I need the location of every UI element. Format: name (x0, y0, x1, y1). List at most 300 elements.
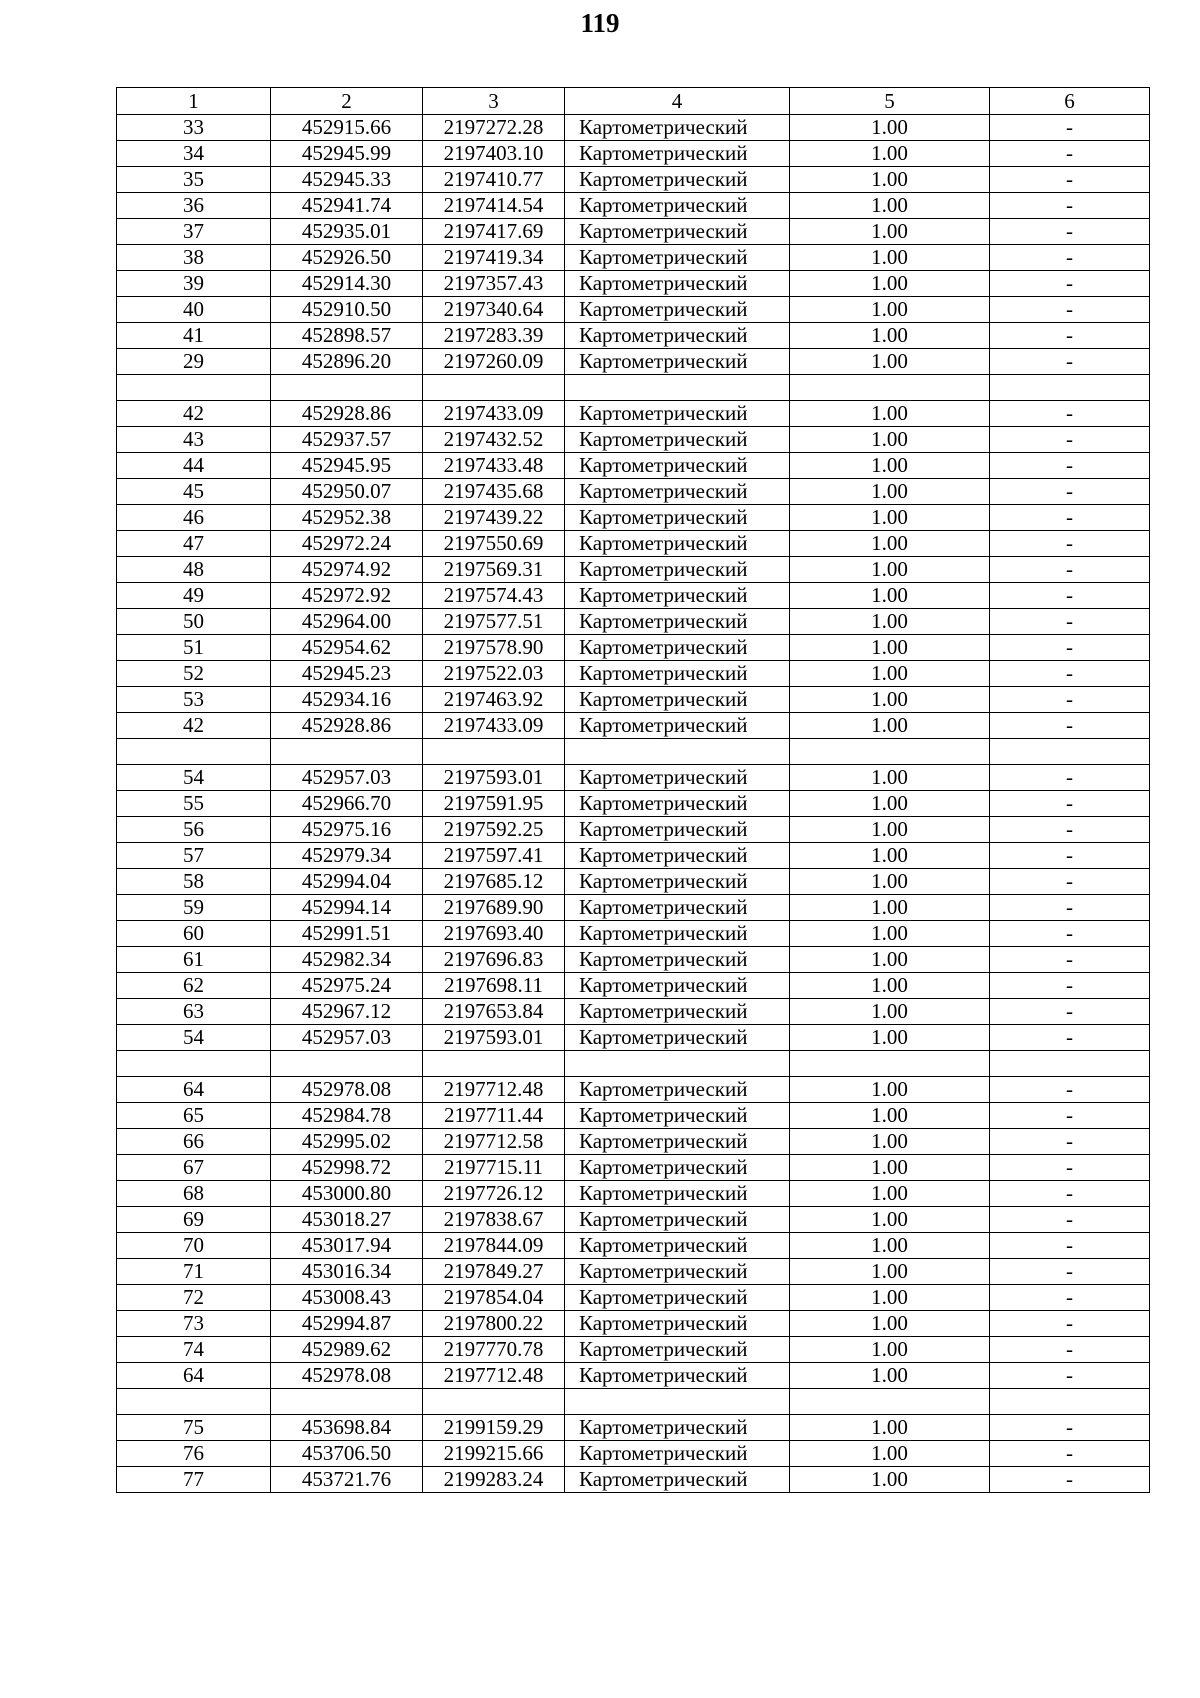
y-coordinate-cell: 2197712.58 (423, 1129, 565, 1155)
accuracy-cell: 1.00 (790, 921, 990, 947)
point-number-cell: 49 (117, 583, 271, 609)
accuracy-cell: 1.00 (790, 973, 990, 999)
accuracy-cell: 1.00 (790, 1285, 990, 1311)
y-coordinate-cell: 2197854.04 (423, 1285, 565, 1311)
point-number-cell: 58 (117, 869, 271, 895)
separator-row (117, 1389, 1150, 1415)
table-row (117, 1025, 1150, 1051)
accuracy-cell: 1.00 (790, 817, 990, 843)
note-cell: - (990, 765, 1150, 791)
note-cell: - (990, 219, 1150, 245)
x-coordinate-cell: 452998.72 (271, 1155, 423, 1181)
note-cell: - (990, 349, 1150, 375)
point-number-cell: 59 (117, 895, 271, 921)
method-cell: Картометрический (565, 531, 790, 557)
accuracy-cell: 1.00 (790, 1129, 990, 1155)
y-coordinate-cell: 2197689.90 (423, 895, 565, 921)
y-coordinate-cell: 2197550.69 (423, 531, 565, 557)
table-row (117, 427, 1150, 453)
table-row (117, 687, 1150, 713)
x-coordinate-cell: 452984.78 (271, 1103, 423, 1129)
table-row (117, 1181, 1150, 1207)
x-coordinate-cell: 452954.62 (271, 635, 423, 661)
accuracy-cell: 1.00 (790, 1181, 990, 1207)
x-coordinate-cell: 452982.34 (271, 947, 423, 973)
note-cell: - (990, 531, 1150, 557)
x-coordinate-cell (271, 375, 423, 401)
note-cell: - (990, 661, 1150, 687)
y-coordinate-cell: 2197414.54 (423, 193, 565, 219)
y-coordinate-cell: 2197715.11 (423, 1155, 565, 1181)
note-cell: - (990, 1233, 1150, 1259)
table-row (117, 635, 1150, 661)
x-coordinate-cell: 452952.38 (271, 505, 423, 531)
method-cell: Картометрический (565, 791, 790, 817)
y-coordinate-cell: 2197593.01 (423, 765, 565, 791)
point-number-cell: 39 (117, 271, 271, 297)
y-coordinate-cell: 2197433.48 (423, 453, 565, 479)
note-cell (990, 1389, 1150, 1415)
point-number-cell: 65 (117, 1103, 271, 1129)
x-coordinate-cell: 452972.92 (271, 583, 423, 609)
note-cell: - (990, 1415, 1150, 1441)
note-cell: - (990, 297, 1150, 323)
accuracy-cell: 1.00 (790, 583, 990, 609)
y-coordinate-cell: 2197597.41 (423, 843, 565, 869)
table-row (117, 791, 1150, 817)
note-cell: - (990, 687, 1150, 713)
point-number-cell: 50 (117, 609, 271, 635)
note-cell: - (990, 323, 1150, 349)
x-coordinate-cell: 452898.57 (271, 323, 423, 349)
x-coordinate-cell: 452978.08 (271, 1077, 423, 1103)
point-number-cell: 46 (117, 505, 271, 531)
method-cell: Картометрический (565, 1311, 790, 1337)
y-coordinate-cell: 2197577.51 (423, 609, 565, 635)
point-number-cell: 48 (117, 557, 271, 583)
x-coordinate-cell: 453018.27 (271, 1207, 423, 1233)
method-cell: Картометрический (565, 635, 790, 661)
point-number-cell: 36 (117, 193, 271, 219)
y-coordinate-cell: 2197410.77 (423, 167, 565, 193)
point-number-cell: 29 (117, 349, 271, 375)
table-row (117, 193, 1150, 219)
method-cell (565, 1051, 790, 1077)
point-number-cell (117, 1389, 271, 1415)
point-number-cell: 73 (117, 1311, 271, 1337)
note-cell: - (990, 1363, 1150, 1389)
method-cell: Картометрический (565, 713, 790, 739)
x-coordinate-cell: 453721.76 (271, 1467, 423, 1493)
y-coordinate-cell: 2199159.29 (423, 1415, 565, 1441)
point-number-cell: 42 (117, 401, 271, 427)
accuracy-cell: 1.00 (790, 427, 990, 453)
note-cell (990, 1051, 1150, 1077)
table-row (117, 1415, 1150, 1441)
note-cell (990, 375, 1150, 401)
x-coordinate-cell: 452945.95 (271, 453, 423, 479)
y-coordinate-cell (423, 1051, 565, 1077)
accuracy-cell: 1.00 (790, 479, 990, 505)
point-number-cell: 45 (117, 479, 271, 505)
note-cell: - (990, 895, 1150, 921)
x-coordinate-cell: 452945.23 (271, 661, 423, 687)
accuracy-cell: 1.00 (790, 895, 990, 921)
method-cell: Картометрический (565, 921, 790, 947)
point-number-cell (117, 739, 271, 765)
method-cell: Картометрический (565, 583, 790, 609)
table-row (117, 557, 1150, 583)
y-coordinate-cell: 2197357.43 (423, 271, 565, 297)
accuracy-cell: 1.00 (790, 349, 990, 375)
method-cell: Картометрический (565, 1155, 790, 1181)
note-cell: - (990, 791, 1150, 817)
point-number-cell: 69 (117, 1207, 271, 1233)
x-coordinate-cell: 452915.66 (271, 115, 423, 141)
accuracy-cell: 1.00 (790, 141, 990, 167)
note-cell: - (990, 1285, 1150, 1311)
y-coordinate-cell: 2197432.52 (423, 427, 565, 453)
header-cell: 6 (990, 88, 1150, 115)
table-row (117, 1467, 1150, 1493)
table-row (117, 921, 1150, 947)
point-number-cell: 67 (117, 1155, 271, 1181)
method-cell: Картометрический (565, 1103, 790, 1129)
y-coordinate-cell: 2197463.92 (423, 687, 565, 713)
x-coordinate-cell: 452928.86 (271, 401, 423, 427)
note-cell: - (990, 713, 1150, 739)
x-coordinate-cell: 452994.14 (271, 895, 423, 921)
accuracy-cell: 1.00 (790, 1441, 990, 1467)
note-cell: - (990, 1207, 1150, 1233)
method-cell: Картометрический (565, 505, 790, 531)
x-coordinate-cell: 452975.16 (271, 817, 423, 843)
method-cell: Картометрический (565, 1337, 790, 1363)
x-coordinate-cell: 452910.50 (271, 297, 423, 323)
point-number-cell: 66 (117, 1129, 271, 1155)
point-number-cell: 68 (117, 1181, 271, 1207)
point-number-cell: 54 (117, 765, 271, 791)
table-row (117, 219, 1150, 245)
accuracy-cell: 1.00 (790, 245, 990, 271)
x-coordinate-cell: 452928.86 (271, 713, 423, 739)
method-cell: Картометрический (565, 219, 790, 245)
table-row (117, 141, 1150, 167)
note-cell (990, 739, 1150, 765)
x-coordinate-cell: 453706.50 (271, 1441, 423, 1467)
y-coordinate-cell: 2197712.48 (423, 1077, 565, 1103)
note-cell: - (990, 1103, 1150, 1129)
note-cell: - (990, 1441, 1150, 1467)
method-cell: Картометрический (565, 193, 790, 219)
header-cell: 1 (117, 88, 271, 115)
accuracy-cell: 1.00 (790, 167, 990, 193)
y-coordinate-cell: 2197419.34 (423, 245, 565, 271)
y-coordinate-cell: 2197838.67 (423, 1207, 565, 1233)
note-cell: - (990, 999, 1150, 1025)
method-cell: Картометрический (565, 765, 790, 791)
accuracy-cell: 1.00 (790, 297, 990, 323)
x-coordinate-cell: 452964.00 (271, 609, 423, 635)
y-coordinate-cell: 2197770.78 (423, 1337, 565, 1363)
method-cell: Картометрический (565, 401, 790, 427)
x-coordinate-cell: 453000.80 (271, 1181, 423, 1207)
accuracy-cell: 1.00 (790, 219, 990, 245)
note-cell: - (990, 973, 1150, 999)
accuracy-cell: 1.00 (790, 843, 990, 869)
method-cell: Картометрический (565, 609, 790, 635)
table-body (117, 88, 1150, 1493)
x-coordinate-cell: 452941.74 (271, 193, 423, 219)
method-cell: Картометрический (565, 973, 790, 999)
point-number-cell: 64 (117, 1077, 271, 1103)
accuracy-cell: 1.00 (790, 1025, 990, 1051)
y-coordinate-cell: 2197578.90 (423, 635, 565, 661)
point-number-cell: 33 (117, 115, 271, 141)
y-coordinate-cell: 2197272.28 (423, 115, 565, 141)
accuracy-cell: 1.00 (790, 1337, 990, 1363)
note-cell: - (990, 1259, 1150, 1285)
accuracy-cell: 1.00 (790, 323, 990, 349)
x-coordinate-cell: 453017.94 (271, 1233, 423, 1259)
method-cell: Картометрический (565, 1207, 790, 1233)
accuracy-cell: 1.00 (790, 531, 990, 557)
point-number-cell: 51 (117, 635, 271, 661)
y-coordinate-cell: 2197593.01 (423, 1025, 565, 1051)
note-cell: - (990, 167, 1150, 193)
table-header-row (117, 88, 1150, 115)
accuracy-cell (790, 1051, 990, 1077)
x-coordinate-cell: 452995.02 (271, 1129, 423, 1155)
table-row (117, 349, 1150, 375)
x-coordinate-cell: 452957.03 (271, 1025, 423, 1051)
note-cell: - (990, 401, 1150, 427)
method-cell: Картометрический (565, 349, 790, 375)
method-cell: Картометрический (565, 479, 790, 505)
header-cell: 5 (790, 88, 990, 115)
point-number-cell: 38 (117, 245, 271, 271)
accuracy-cell: 1.00 (790, 1467, 990, 1493)
accuracy-cell: 1.00 (790, 635, 990, 661)
y-coordinate-cell: 2197433.09 (423, 401, 565, 427)
note-cell: - (990, 635, 1150, 661)
accuracy-cell: 1.00 (790, 193, 990, 219)
x-coordinate-cell: 452966.70 (271, 791, 423, 817)
method-cell: Картометрический (565, 1025, 790, 1051)
note-cell: - (990, 193, 1150, 219)
method-cell: Картометрический (565, 687, 790, 713)
method-cell (565, 739, 790, 765)
x-coordinate-cell: 452972.24 (271, 531, 423, 557)
note-cell: - (990, 869, 1150, 895)
note-cell: - (990, 583, 1150, 609)
table-row (117, 323, 1150, 349)
separator-row (117, 739, 1150, 765)
y-coordinate-cell: 2197417.69 (423, 219, 565, 245)
accuracy-cell: 1.00 (790, 1259, 990, 1285)
accuracy-cell: 1.00 (790, 271, 990, 297)
method-cell (565, 1389, 790, 1415)
method-cell: Картометрический (565, 167, 790, 193)
note-cell: - (990, 115, 1150, 141)
header-cell: 2 (271, 88, 423, 115)
accuracy-cell: 1.00 (790, 1077, 990, 1103)
y-coordinate-cell: 2197800.22 (423, 1311, 565, 1337)
method-cell: Картометрический (565, 115, 790, 141)
table-row (117, 1077, 1150, 1103)
note-cell: - (990, 1025, 1150, 1051)
accuracy-cell: 1.00 (790, 609, 990, 635)
accuracy-cell: 1.00 (790, 713, 990, 739)
y-coordinate-cell: 2197693.40 (423, 921, 565, 947)
table-row (117, 609, 1150, 635)
table-row (117, 973, 1150, 999)
note-cell: - (990, 1077, 1150, 1103)
note-cell: - (990, 1311, 1150, 1337)
y-coordinate-cell (423, 739, 565, 765)
y-coordinate-cell: 2197435.68 (423, 479, 565, 505)
method-cell: Картометрический (565, 271, 790, 297)
x-coordinate-cell: 452945.33 (271, 167, 423, 193)
accuracy-cell: 1.00 (790, 765, 990, 791)
x-coordinate-cell: 452975.24 (271, 973, 423, 999)
y-coordinate-cell: 2197849.27 (423, 1259, 565, 1285)
method-cell: Картометрический (565, 557, 790, 583)
point-number-cell: 74 (117, 1337, 271, 1363)
method-cell: Картометрический (565, 1441, 790, 1467)
table-row (117, 271, 1150, 297)
point-number-cell: 42 (117, 713, 271, 739)
point-number-cell (117, 375, 271, 401)
x-coordinate-cell (271, 1389, 423, 1415)
accuracy-cell: 1.00 (790, 453, 990, 479)
table-row (117, 999, 1150, 1025)
table-row (117, 895, 1150, 921)
x-coordinate-cell: 452937.57 (271, 427, 423, 453)
point-number-cell: 70 (117, 1233, 271, 1259)
method-cell: Картометрический (565, 453, 790, 479)
point-number-cell: 53 (117, 687, 271, 713)
note-cell: - (990, 817, 1150, 843)
method-cell: Картометрический (565, 1129, 790, 1155)
y-coordinate-cell: 2197592.25 (423, 817, 565, 843)
header-cell: 4 (565, 88, 790, 115)
x-coordinate-cell: 453008.43 (271, 1285, 423, 1311)
y-coordinate-cell: 2197712.48 (423, 1363, 565, 1389)
point-number-cell: 43 (117, 427, 271, 453)
header-cell: 3 (423, 88, 565, 115)
table-row (117, 245, 1150, 271)
point-number-cell: 75 (117, 1415, 271, 1441)
method-cell: Картометрический (565, 297, 790, 323)
note-cell: - (990, 947, 1150, 973)
point-number-cell: 41 (117, 323, 271, 349)
x-coordinate-cell: 452978.08 (271, 1363, 423, 1389)
accuracy-cell: 1.00 (790, 947, 990, 973)
y-coordinate-cell: 2197522.03 (423, 661, 565, 687)
y-coordinate-cell: 2197340.64 (423, 297, 565, 323)
method-cell: Картометрический (565, 661, 790, 687)
note-cell: - (990, 1155, 1150, 1181)
x-coordinate-cell: 453016.34 (271, 1259, 423, 1285)
table-row (117, 947, 1150, 973)
accuracy-cell: 1.00 (790, 1311, 990, 1337)
point-number-cell: 77 (117, 1467, 271, 1493)
accuracy-cell: 1.00 (790, 557, 990, 583)
table-row (117, 1311, 1150, 1337)
point-number-cell: 60 (117, 921, 271, 947)
table-row (117, 1129, 1150, 1155)
note-cell: - (990, 843, 1150, 869)
table-row (117, 1103, 1150, 1129)
table-row (117, 505, 1150, 531)
table-row (117, 1155, 1150, 1181)
accuracy-cell: 1.00 (790, 1233, 990, 1259)
accuracy-cell: 1.00 (790, 401, 990, 427)
method-cell: Картометрический (565, 323, 790, 349)
y-coordinate-cell: 2197439.22 (423, 505, 565, 531)
method-cell: Картометрический (565, 817, 790, 843)
method-cell: Картометрический (565, 843, 790, 869)
table-row (117, 1337, 1150, 1363)
x-coordinate-cell: 452994.87 (271, 1311, 423, 1337)
x-coordinate-cell: 452950.07 (271, 479, 423, 505)
point-number-cell: 54 (117, 1025, 271, 1051)
accuracy-cell: 1.00 (790, 1207, 990, 1233)
table-row (117, 401, 1150, 427)
method-cell: Картометрический (565, 1259, 790, 1285)
y-coordinate-cell: 2199215.66 (423, 1441, 565, 1467)
method-cell: Картометрический (565, 1363, 790, 1389)
point-number-cell: 72 (117, 1285, 271, 1311)
y-coordinate-cell: 2197685.12 (423, 869, 565, 895)
table-row (117, 1233, 1150, 1259)
table-row (117, 869, 1150, 895)
table-row (117, 713, 1150, 739)
x-coordinate-cell: 452974.92 (271, 557, 423, 583)
separator-row (117, 1051, 1150, 1077)
y-coordinate-cell: 2197726.12 (423, 1181, 565, 1207)
y-coordinate-cell: 2197698.11 (423, 973, 565, 999)
note-cell: - (990, 1129, 1150, 1155)
table-row (117, 1207, 1150, 1233)
method-cell: Картометрический (565, 1285, 790, 1311)
x-coordinate-cell: 452945.99 (271, 141, 423, 167)
page-number: 119 (580, 8, 620, 38)
accuracy-cell (790, 1389, 990, 1415)
note-cell: - (990, 141, 1150, 167)
accuracy-cell: 1.00 (790, 869, 990, 895)
note-cell: - (990, 271, 1150, 297)
accuracy-cell: 1.00 (790, 1103, 990, 1129)
note-cell: - (990, 505, 1150, 531)
x-coordinate-cell: 453698.84 (271, 1415, 423, 1441)
coordinates-table (116, 87, 1150, 1493)
accuracy-cell (790, 375, 990, 401)
y-coordinate-cell: 2197433.09 (423, 713, 565, 739)
point-number-cell (117, 1051, 271, 1077)
table-row (117, 583, 1150, 609)
method-cell: Картометрический (565, 427, 790, 453)
note-cell: - (990, 479, 1150, 505)
point-number-cell: 37 (117, 219, 271, 245)
table-row (117, 843, 1150, 869)
method-cell: Картометрический (565, 1077, 790, 1103)
accuracy-cell: 1.00 (790, 1415, 990, 1441)
note-cell: - (990, 1181, 1150, 1207)
point-number-cell: 71 (117, 1259, 271, 1285)
table-row (117, 661, 1150, 687)
